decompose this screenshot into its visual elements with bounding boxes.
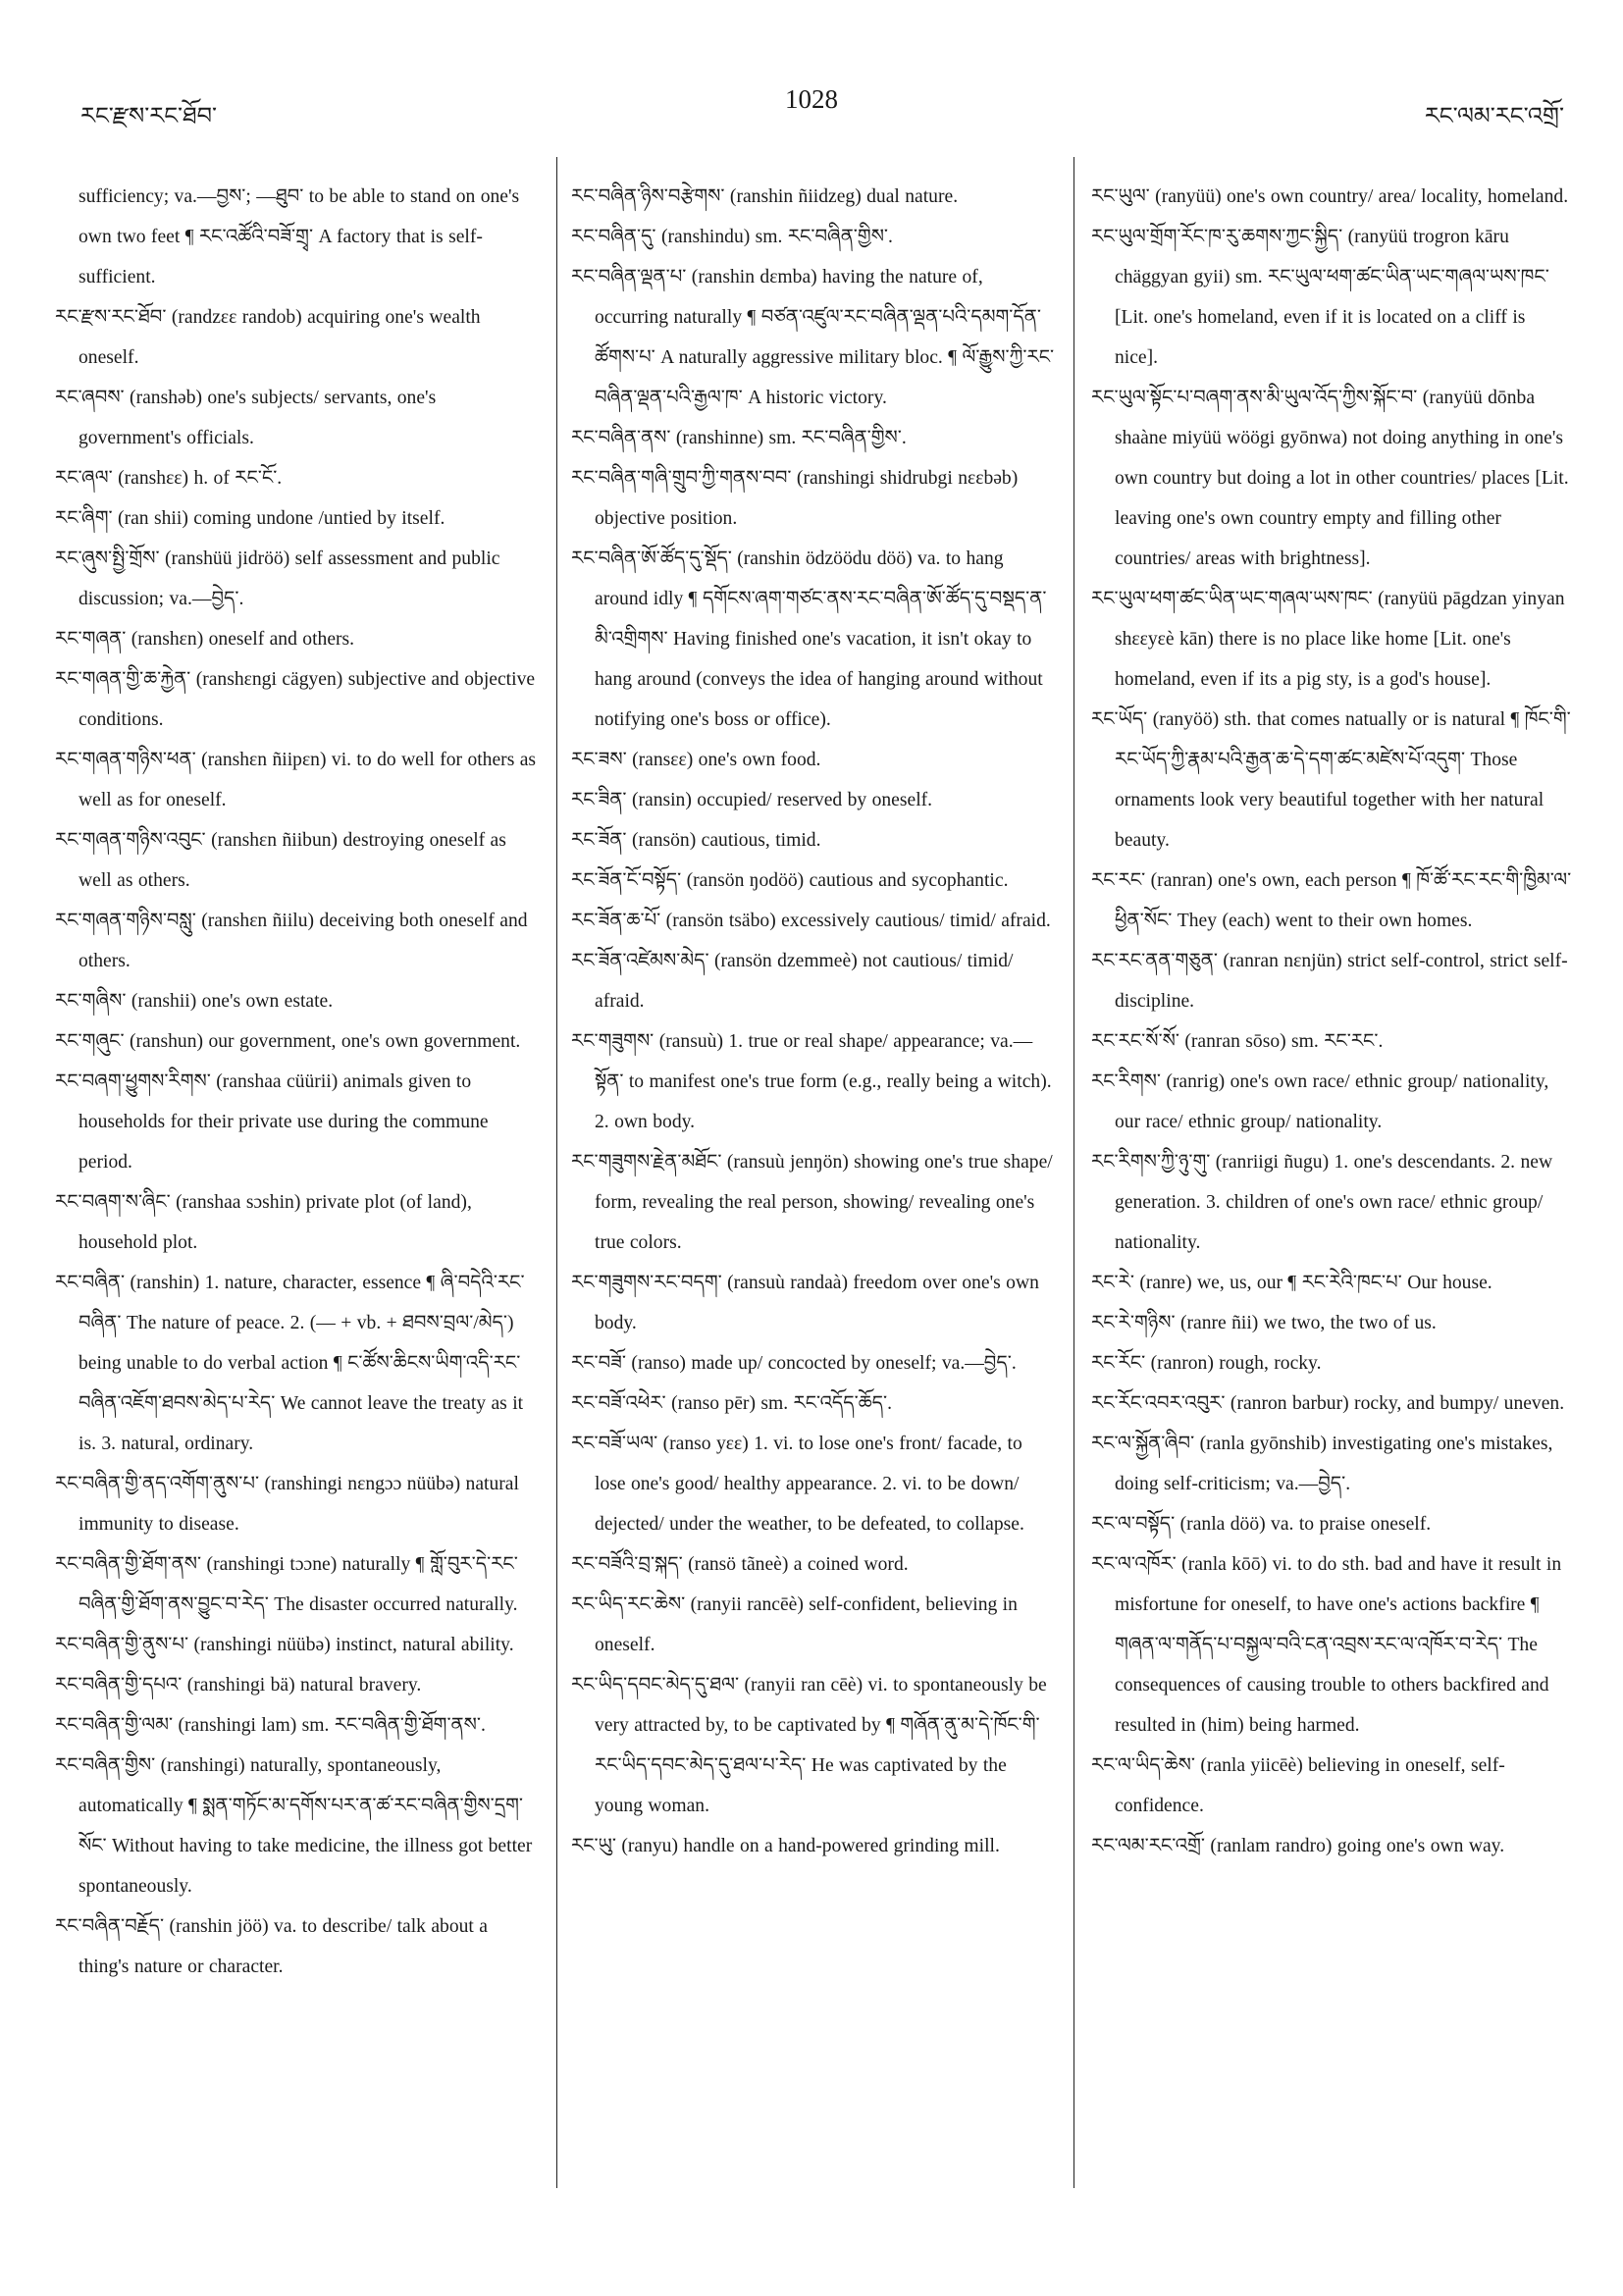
dictionary-entry: རང་ལ་བསྟོད་ (ranla döö) va. to praise oneself. (1091, 1514, 1432, 1535)
dictionary-entry: རང་གཞན་གཉིས་ཕན་ (ranshɛn ñiipɛn) vi. to do well for others as well as for oneself. (55, 750, 537, 810)
dictionary-entry: རང་གཞན་ (ranshɛn) oneself and others. (55, 629, 355, 650)
dictionary-entry: རང་ཟོན་ (ransön) cautious, timid. (571, 830, 821, 851)
dictionary-entry: རང་རེ་གཉིས་ (ranre ñii) we two, the two of us. (1091, 1313, 1437, 1333)
dictionary-entry: རང་བཞིན་གྱི་ནུས་པ་ (ranshingi nüübə) instinct, natural ability. (55, 1635, 514, 1655)
dictionary-entry: རང་རེ་ (ranre) we, us, our ¶ རང་རེའི་ཁང་པ་ Our house. (1091, 1273, 1492, 1293)
dictionary-entry: རང་ལ་འཁོར་ (ranla kōō) vi. to do sth. bad and have it result in misfortune for oneself, to have one's actions backfire ¶ གཞན་ལ་གནོད་པ་བསྐྱལ་བའི་ངན་འབྲས་རང་ལ་འཁོར་བ་རེད་ The consequences of causing trouble to others backfired and resulted in (him) being harmed. (1091, 1554, 1562, 1736)
dictionary-column-1 (55, 177, 538, 2237)
dictionary-entry: རང་གཞན་གཉིས་འབུང་ (ranshɛn ñiibun) destroying oneself as well as others. (55, 830, 506, 891)
dictionary-entry: རང་བཞིན་དུ་ (ranshindu) sm. རང་བཞིན་གྱིས་. (571, 227, 893, 247)
dictionary-entry: རང་བཞིན་གྱིས་ (ranshingi) naturally, spontaneously, automatically ¶ སྨན་གཏོང་མ་དགོས་པར་ན་ཚ་རང་བཞིན་གྱིས་དྲག་སོང་ Without having to take medicine, the illness got better spontaneously. (55, 1755, 533, 1897)
dictionary-entry: རང་བཞིན་གྱི་ལམ་ (ranshingi lam) sm. རང་བཞིན་གྱི་ཐོག་ནས་. (55, 1715, 486, 1736)
dictionary-entry: རང་ཡུ་ (ranyu) handle on a hand-powered grinding mill. (571, 1836, 1000, 1856)
column-divider (556, 157, 557, 2188)
dictionary-entry: རང་ཡུལ་ཕག་ཚང་ཡིན་ཡང་གཞལ་ཡས་ཁང་ (ranyüü pāgdzan yinyan shɛɛyɛè kān) there is no place like home [Lit. one's homeland, even if its a pig sty, is a god's house]. (1091, 589, 1565, 690)
dictionary-entry: རང་རིགས་ (ranrig) one's own race/ ethnic group/ nationality, our race/ ethnic group/ nationality. (1091, 1071, 1549, 1132)
dictionary-entry: རང་ཟོན་ངོ་བསྟོད་ (ransön ŋodöö) cautious and sycophantic. (571, 870, 1009, 891)
dictionary-entry: རང་ཞལ་ (ranshɛɛ) h. of རང་ངོ་. (55, 468, 283, 489)
dictionary-entry: རང་ཞུས་སྤྱི་གྲོས་ (ranshüü jidröö) self assessment and public discussion; va.—བྱེད་. (55, 548, 500, 609)
dictionary-entry: རང་ཟོན་ཆ་པོ་ (ransön tsäbo) excessively cautious/ timid/ afraid. (571, 911, 1051, 931)
dictionary-entry: རང་རོང་ (ranron) rough, rocky. (1091, 1353, 1322, 1374)
dictionary-entry: རང་རང་ (ranran) one's own, each person ¶ ཁོ་ཚོ་རང་རང་གི་ཁྱིམ་ལ་ཕྱིན་སོང་ They (each) went to their own homes. (1091, 870, 1572, 931)
dictionary-entry: རང་ཞིག་ (ran shii) coming undone /untied by itself. (55, 508, 445, 529)
dictionary-entry: རང་ཡིད་དབང་མེད་དུ་ཐལ་ (ranyii ran cēè) vi. to spontaneously be very attracted by, to be captivated by ¶ གཞོན་ནུ་མ་དེ་ཁོང་གི་རང་ཡིད་དབང་མེད་དུ་ཐལ་པ་རེད་ He was captivated by the young woman. (571, 1675, 1047, 1816)
dictionary-entry: རང་གཟུགས་ (ransuù) 1. true or real shape/ appearance; va.—སྟོན་ to manifest one's true form (e.g., really being a witch). 2. own body. (571, 1031, 1052, 1132)
dictionary-entry: རང་གཞན་གཉིས་བསླུ་ (ranshɛn ñiilu) deceiving both oneself and others. (55, 911, 528, 971)
dictionary-entry: རང་གཞུང་ (ranshun) our government, one's own government. (55, 1031, 521, 1052)
header-right-guideword: རང་ལམ་རང་འགྲོ་ (1424, 104, 1564, 130)
dictionary-entry: རང་བཞིན་བརྗོད་ (ranshin jöö) va. to describe/ talk about a thing's nature or character. (55, 1916, 488, 1977)
header-left-guideword: རང་རྫས་རང་ཐོབ་ (80, 104, 218, 130)
dictionary-entry: རང་ཡིད་རང་ཆེས་ (ranyii rancēè) self-confident, believing in oneself. (571, 1594, 1018, 1655)
column-divider (1073, 157, 1074, 2188)
page-number: 1028 (785, 84, 838, 114)
dictionary-entry: རང་གཟུགས་རྗེན་མཐོང་ (ransuù jenŋön) showing one's true shape/ form, revealing the real person, showing/ revealing one's true colors. (571, 1152, 1053, 1253)
dictionary-entry: རང་ལ་སྐྱོན་ཞིབ་ (ranla gyōnshib) investigating one's mistakes, doing self-criticism; va.—བྱེད་. (1091, 1434, 1553, 1494)
dictionary-entry: རང་བཞག་ཕྱུགས་རིགས་ (ranshaa cüürii) animals given to households for their private use during the commune period. (55, 1071, 489, 1173)
dictionary-entry: རང་གཞན་གྱི་ཆ་རྐྱེན་ (ranshɛngi cägyen) subjective and objective conditions. (55, 669, 536, 730)
dictionary-entry: རང་ཟིན་ (ransin) occupied/ reserved by oneself. (571, 790, 933, 810)
dictionary-entry: རང་བཞིན་གྱི་ནད་འགོག་ནུས་པ་ (ranshingi nɛngɔɔ nüübə) natural immunity to disease. (55, 1474, 519, 1535)
dictionary-entry: རང་གཞིས་ (ranshii) one's own estate. (55, 991, 334, 1012)
dictionary-entry: རང་རིགས་ཀྱི་ཉུ་གུ་ (ranriigi ñugu) 1. one's descendants. 2. new generation. 3. children of one's own race/ ethnic group/ nationality. (1091, 1152, 1553, 1253)
dictionary-entry: རང་བཟོ་ (ranso) made up/ concocted by oneself; va.—བྱེད་. (571, 1353, 1017, 1374)
dictionary-entry: རང་རང་ནན་གཅུན་ (ranran nɛnjün) strict self-control, strict self-discipline. (1091, 951, 1568, 1012)
dictionary-entry: རང་ལ་ཡིད་ཆེས་ (ranla yiicēè) believing in oneself, self-confidence. (1091, 1755, 1505, 1816)
dictionary-entry: རང་བཞིན་ནས་ (ranshinne) sm. རང་བཞིན་གྱིས་. (571, 428, 907, 448)
dictionary-entry: རང་ཞབས་ (ranshəb) one's subjects/ servants, one's government's officials. (55, 388, 437, 448)
dictionary-entry: རང་གཟུགས་རང་བདག་ (ransuù randaà) freedom over one's own body. (571, 1273, 1039, 1333)
dictionary-entry: རང་ལམ་རང་འགྲོ་ (ranlam randro) going one's own way. (1091, 1836, 1505, 1856)
dictionary-entry: རང་རོང་འབར་འབུར་ (ranron barbur) rocky, and bumpy/ uneven. (1091, 1393, 1565, 1414)
dictionary-entry: རང་བཟོ་ཡལ་ (ranso yɛɛ) 1. vi. to lose one's front/ facade, to lose one's good/ healthy appearance. 2. vi. to be down/ dejected/ under the weather, to be defeated, to collapse. (571, 1434, 1024, 1535)
dictionary-entry: རང་བཞིན་ (ranshin) 1. nature, character, essence ¶ ཞི་བདེའི་རང་བཞིན་ The nature of peace. 2. (— + vb. + ཐབས་བྲལ་/མེད་) being unable to do verbal action ¶ ང་ཚོས་ཆིངས་ཡིག་འདི་རང་བཞིན་འཇོག་ཐབས་མེད་པ་རེད་ We cannot leave the treaty as it is. 3. natural, ordinary. (55, 1273, 525, 1454)
dictionary-entry: རང་བཞིན་ཉིས་བརྩེགས་ (ranshin ñiidzeg) dual nature. (571, 186, 959, 207)
dictionary-entry: རང་བཞིན་གྱི་ཐོག་ནས་ (ranshingi tɔɔne) naturally ¶ གློ་བུར་དེ་རང་བཞིན་གྱི་ཐོག་ནས་བྱུང་བ་རེད་ The disaster occurred naturally. (55, 1554, 518, 1615)
dictionary-entry: རང་ཟས་ (ransɛɛ) one's own food. (571, 750, 821, 770)
entry-continuation: sufficiency; va.—བྱས་; —ཐུབ་ to be able to stand on one's own two feet ¶ རང་འཚོའི་བཟོ་གྲྭ་ A factory that is self-sufficient. (79, 186, 520, 287)
dictionary-entry: རང་རྫས་རང་ཐོབ་ (randzɛɛ randob) acquiring one's wealth oneself. (55, 307, 481, 368)
dictionary-column-3 (1091, 177, 1572, 2237)
dictionary-entry: རང་ཡོད་ (ranyöö) sth. that comes natually or is natural ¶ ཁོང་གི་རང་ཡོད་ཀྱི་རྣམ་པའི་རྒྱན་ཆ་དེ་དག་ཚང་མཛེས་པོ་འདུག་ Those ornaments look very beautiful together with her natural beauty. (1091, 709, 1571, 851)
dictionary-entry: རང་རང་སོ་སོ་ (ranran sōso) sm. རང་རང་. (1091, 1031, 1384, 1052)
dictionary-entry: རང་བཟོ་འཕེར་ (ranso pēr) sm. རང་འདོད་ཆོད་. (571, 1393, 893, 1414)
dictionary-entry: རང་བཞག་ས་ཞིང་ (ranshaa sɔshin) private plot (of land), household plot. (55, 1192, 472, 1253)
dictionary-entry: རང་ཡུལ་གྲོག་རོང་ཁ་རུ་ཆགས་ཀྱང་སྐྱིད་ (ranyüü trogron kāru chäggyan gyii) sm. རང་ཡུལ་ཕག་ཚང་ཡིན་ཡང་གཞལ་ཡས་ཁང་ [Lit. one's homeland, even if it is located on a cliff is nice]. (1091, 227, 1549, 368)
dictionary-entry: རང་བཞིན་ཨོ་ཚོད་དུ་སྡོད་ (ranshin ödzöödu döö) va. to hang around idly ¶ དགོངས་ཞག་གཙང་ནས་རང་བཞིན་ཨོ་ཚོད་དུ་བསྡད་ན་མི་འགྲིགས་ Having finished one's vacation, it isn't okay to hang around (conveys the idea of hanging around without notifying one's boss or office). (571, 548, 1047, 730)
dictionary-entry: རང་ཟོན་འཛེམས་མེད་ (ransön dzemmeè) not cautious/ timid/ afraid. (571, 951, 1014, 1012)
dictionary-entry: རང་ཡུལ་སྟོང་པ་བཞག་ནས་མི་ཡུལ་འོད་ཀྱིས་སྐོང་བ་ (ranyüü dōnba shaàne miyüü wöögi gyōnwa) not doing anything in one's own country but doing a lot in other countries/ places [Lit. leaving one's own country empty and filling other countries/ areas with brightness]. (1091, 388, 1569, 569)
dictionary-entry: རང་བཞིན་ལྡན་པ་ (ranshin dɛmba) having the nature of, occurring naturally ¶ བཙན་འཛུལ་རང་བཞིན་ལྡན་པའི་དམག་དོན་ཚོགས་པ་ A naturally aggressive military bloc. ¶ ལོ་རྒྱུས་ཀྱི་རང་བཞིན་ལྡན་པའི་རྒྱལ་ཁ་ A historic victory. (571, 267, 1055, 408)
dictionary-entry: རང་བཞིན་གཞི་གྲུབ་ཀྱི་གནས་བབ་ (ranshingi shidrubgi nɛɛbəb) objective position. (571, 468, 1019, 529)
dictionary-entry: རང་ཡུལ་ (ranyüü) one's own country/ area/ locality, homeland. (1091, 186, 1569, 207)
dictionary-entry: རང་བཟོའི་བྲ་སྐད་ (ransö tãneè) a coined word. (571, 1554, 909, 1575)
page-header (0, 84, 1623, 130)
dictionary-entry: རང་བཞིན་གྱི་དཔའ་ (ranshingi bä) natural bravery. (55, 1675, 422, 1696)
dictionary-column-2 (571, 177, 1056, 2237)
